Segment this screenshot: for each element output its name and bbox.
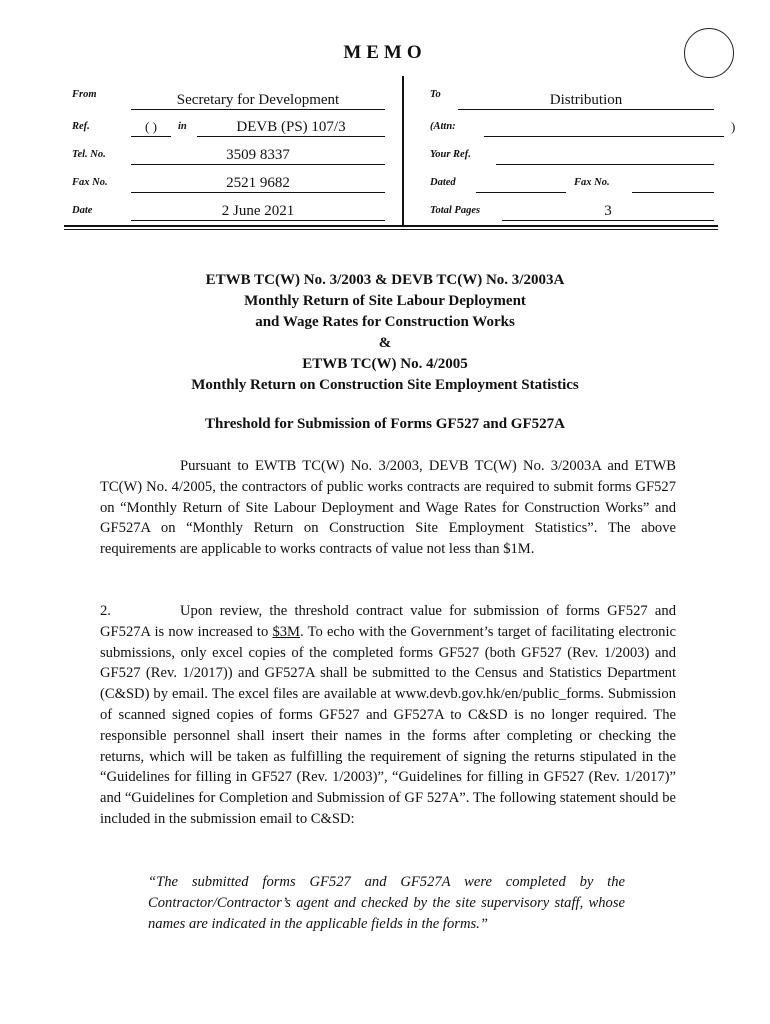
attn-label: (Attn: bbox=[430, 121, 456, 132]
page-number-circle bbox=[684, 28, 734, 78]
date-value: 2 June 2021 bbox=[131, 202, 385, 221]
fax-value: 2521 9682 bbox=[131, 174, 385, 193]
attn-close: ) bbox=[731, 119, 736, 134]
tel-label: Tel. No. bbox=[72, 149, 106, 160]
heading-line-1: ETWB TC(W) No. 3/2003 & DEVB TC(W) No. 3/2003A bbox=[205, 272, 565, 288]
dated-label: Dated bbox=[430, 177, 456, 188]
ref-value: DEVB (PS) 107/3 bbox=[197, 118, 385, 137]
total-pages-label: Total Pages bbox=[430, 205, 481, 216]
fax-label: Fax No. bbox=[72, 177, 108, 188]
heading-line-3: and Wage Rates for Construction Works bbox=[255, 314, 515, 330]
ref-paren: ( ) bbox=[131, 118, 171, 137]
heading-line-4: & bbox=[378, 335, 392, 351]
to-value: Distribution bbox=[458, 91, 714, 110]
date-label: Date bbox=[72, 205, 93, 216]
fax-no-2-line bbox=[632, 174, 714, 193]
paragraph-2-text-a: Upon review, the threshold contract value for submission of forms GF527 and GF527A is now increased to bbox=[100, 603, 676, 640]
heading-line-5: ETWB TC(W) No. 4/2005 bbox=[302, 356, 468, 372]
tel-value: 3509 8337 bbox=[131, 146, 385, 165]
header-rule-top bbox=[64, 225, 718, 227]
from-label: From bbox=[72, 89, 97, 100]
attn-line bbox=[484, 118, 724, 137]
fax-no-2-label: Fax No. bbox=[574, 177, 610, 188]
heading-line-6: Monthly Return on Construction Site Employment Statistics bbox=[191, 377, 579, 393]
header-rule-bottom bbox=[64, 229, 718, 230]
statement-quote: “The submitted forms GF527 and GF527A were completed by the Contractor/Contractor’s agent and checked by the site supervisory staff, whose names are indicated in the applicable fields in the forms.” bbox=[148, 874, 625, 932]
your-ref-label: Your Ref. bbox=[430, 149, 471, 160]
ref-in-label: in bbox=[178, 121, 187, 132]
ref-label: Ref. bbox=[72, 121, 90, 132]
paragraph-2-number: 2. bbox=[100, 603, 111, 619]
your-ref-line bbox=[496, 146, 714, 165]
memo-title: MEMO bbox=[343, 42, 427, 63]
paragraph-1: Pursuant to EWTB TC(W) No. 3/2003, DEVB TC(W) No. 3/2003A and ETWB TC(W) No. 4/2005, the contractors of public works contracts are required to submit forms GF527 on “Monthly Return of Site Labour Deployment and Wage Rates for Construction Works” and GF527A on “Monthly Return on Construction Site Employment Statistics”. The above requirements are applicable to works contracts of value not less than $1M. bbox=[100, 458, 676, 558]
threshold-amount: $3M bbox=[272, 623, 301, 640]
paragraph-2 bbox=[100, 601, 676, 830]
dated-line bbox=[476, 174, 566, 193]
from-value: Secretary for Development bbox=[131, 91, 385, 110]
paragraph-2-text-b: . To echo with the Government’s target of facilitating electronic submissions, only excel copies of the completed forms GF527 (both GF527 (Rev. 1/2003) and GF527 (Rev. 1/2017)) and GF527A shall be submitted to the Census and Statistics Department (C&SD) by email. The excel files are available at www.devb.gov.hk/en/public_forms. Submission of scanned signed copies of forms GF527 and GF527A to C&SD is no longer required. The responsible personnel shall insert their names in the forms after completing or checking the returns, which will be taken as fulfilling the requirement of signing the returns stipulated in the “Guidelines for filling in GF527 (Rev. 1/2003)”, “Guidelines for filling in GF527 (Rev. 1/2017)” and “Guidelines for Completion and Submission of GF 527A”. The following statement should be included in the submission email to C&SD: bbox=[100, 623, 676, 827]
heading-line-2: Monthly Return of Site Labour Deployment bbox=[244, 293, 526, 309]
header-divider bbox=[402, 76, 404, 226]
to-label: To bbox=[430, 89, 441, 100]
total-pages-value: 3 bbox=[502, 202, 714, 221]
subheading: Threshold for Submission of Forms GF527 and GF527A bbox=[205, 416, 565, 432]
